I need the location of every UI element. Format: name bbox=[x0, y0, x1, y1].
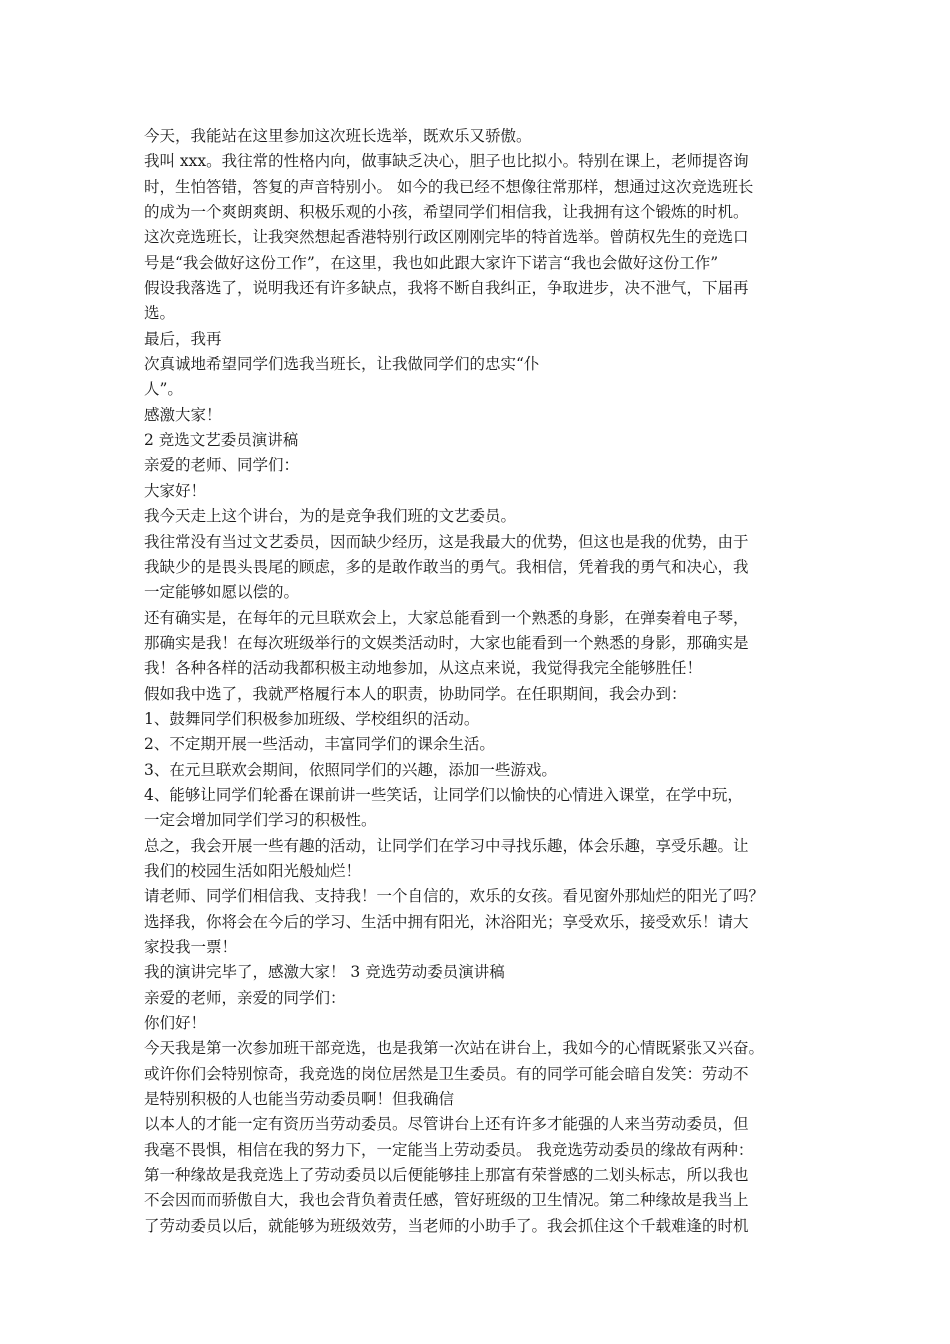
text-line: 我往常没有当过文艺委员，因而缺少经历，这是我最大的优势，但这也是我的优势，由于 bbox=[144, 532, 749, 551]
text-line: 1、鼓舞同学们积极参加班级、学校组织的活动。 bbox=[144, 709, 480, 728]
text-line: 我今天走上这个讲台，为的是竞争我们班的文艺委员。 bbox=[144, 507, 517, 526]
text-line: 今天我是第一次参加班干部竞选，也是我第一次站在讲台上，我如今的心情既紧张又兴奋。 bbox=[144, 1039, 765, 1058]
text-line: 我毫不畏惧，相信在我的努力下，一定能当上劳动委员。 我竞选劳动委员的缘故有两种： bbox=[144, 1140, 754, 1159]
text-line: 选。 bbox=[144, 304, 176, 323]
text-line: 这次竞选班长，让我突然想起香港特别行政区刚刚完毕的特首选举。曾荫权先生的竞选口 bbox=[144, 228, 749, 247]
text-line: 第一种缘故是我竞选上了劳动委员以后便能够挂上那富有荣誉感的二划头标志，所以我也 bbox=[144, 1166, 749, 1185]
text-line: 假设我落选了，说明我还有许多缺点，我将不断自我纠正，争取进步，决不泄气，下届再 bbox=[144, 279, 749, 298]
text-line: 以本人的才能一定有资历当劳动委员。尽管讲台上还有许多才能强的人来当劳动委员，但 bbox=[144, 1115, 749, 1134]
text-line: 大家好！ bbox=[144, 481, 207, 500]
text-line: 那确实是我！在每次班级举行的文娱类活动时，大家也能看到一个熟悉的身影，那确实是 bbox=[144, 633, 749, 652]
text-line: 家投我一票！ bbox=[144, 938, 238, 956]
text-line: 2 竞选文艺委员演讲稿 bbox=[144, 431, 299, 450]
text-line: 时，生怕答错，答复的声音特别小。 如今的我已经不想像往常那样，想通过这次竞选班长 bbox=[144, 177, 754, 196]
text-line: 3、在元旦联欢会期间，依照同学们的兴趣，添加一些游戏。 bbox=[144, 760, 557, 779]
text-line: 号是“我会做好这份工作”，在这里，我也如此跟大家许下诺言“我也会做好这份工作” bbox=[144, 253, 719, 272]
text-line: 了劳动委员以后，就能够为班级效劳，当老师的小助手了。我会抓住这个千载难逢的时机 bbox=[144, 1216, 749, 1235]
text-line: 人”。 bbox=[144, 380, 183, 399]
text-line: 我！各种各样的活动我都积极主动地参加，从这点来说，我觉得我完全能够胜任！ bbox=[144, 659, 703, 678]
text-line: 你们好！ bbox=[144, 1014, 207, 1033]
text-line: 请老师、同学们相信我、支持我！一个自信的，欢乐的女孩。看见窗外那灿烂的阳光了吗？ bbox=[144, 887, 765, 906]
text-line: 2、不定期开展一些活动，丰富同学们的课余生活。 bbox=[144, 735, 495, 754]
text-line: 一定会增加同学们学习的积极性。 bbox=[144, 811, 377, 830]
text-line: 不会因而而骄傲自大，我也会背负着责任感，管好班级的卫生情况。第二种缘故是我当上 bbox=[144, 1191, 749, 1210]
text-line: 一定能够如愿以偿的。 bbox=[144, 583, 300, 602]
text-line: 亲爱的老师，亲爱的同学们： bbox=[144, 988, 346, 1007]
text-line: 我的演讲完毕了，感激大家！ 3 竞选劳动委员演讲稿 bbox=[144, 963, 505, 982]
text-line: 今天，我能站在这里参加这次班长选举，既欢乐又骄傲。 bbox=[144, 127, 532, 145]
text-line: 假如我中选了，我就严格履行本人的职责，协助同学。在任职期间，我会办到： bbox=[144, 684, 687, 703]
document-body bbox=[144, 124, 816, 1239]
text-line: 总之，我会开展一些有趣的活动，让同学们在学习中寻找乐趣，体会乐趣，享受乐趣。让 bbox=[144, 836, 749, 855]
text-line: 我们的校园生活如阳光般灿烂！ bbox=[144, 861, 362, 880]
text-line: 还有确实是，在每年的元旦联欢会上，大家总能看到一个熟悉的身影，在弹奏着电子琴， bbox=[144, 608, 749, 627]
text-line: 选择我，你将会在今后的学习、生活中拥有阳光，沐浴阳光；享受欢乐，接受欢乐！请大 bbox=[144, 912, 749, 931]
text-line: 亲爱的老师、同学们： bbox=[144, 456, 300, 475]
text-line: 是特别积极的人也能当劳动委员啊！但我确信 bbox=[144, 1090, 455, 1109]
text-line: 或许你们会特别惊奇，我竞选的岗位居然是卫生委员。有的同学可能会暗自发笑：劳动不 bbox=[144, 1064, 749, 1083]
text-line: 的成为一个爽朗爽朗、积极乐观的小孩，希望同学们相信我，让我拥有这个锻炼的时机。 bbox=[144, 203, 749, 222]
text-line: 我叫 xxx。我往常的性格内向，做事缺乏决心，胆子也比拟小。特别在课上，老师提咨询 bbox=[144, 152, 749, 171]
text-line: 最后，我再 bbox=[144, 329, 222, 348]
text-line: 我缺少的是畏头畏尾的顾虑，多的是敢作敢当的勇气。我相信，凭着我的勇气和决心，我 bbox=[144, 557, 749, 576]
text-line: 4、能够让同学们轮番在课前讲一些笑话，让同学们以愉快的心情进入课堂，在学中玩， bbox=[144, 785, 743, 804]
text-line: 感激大家！ bbox=[144, 405, 222, 424]
text-line: 次真诚地希望同学们选我当班长，让我做同学们的忠实“仆 bbox=[144, 355, 540, 374]
